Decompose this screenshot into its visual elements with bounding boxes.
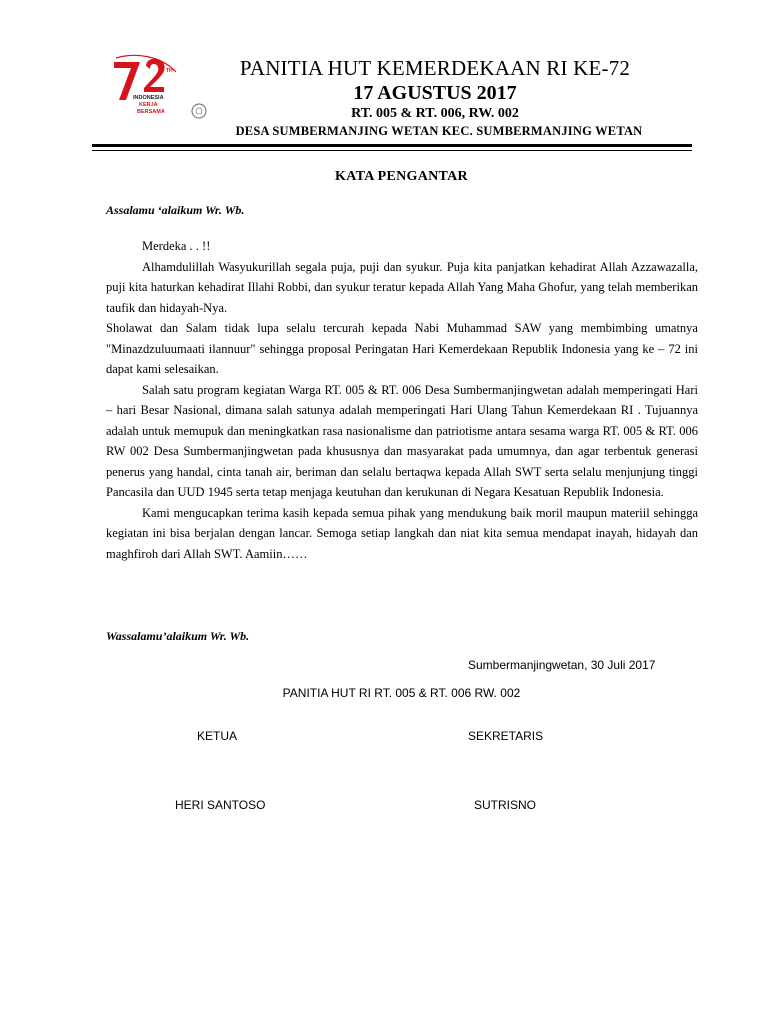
- paragraph-praise: Alhamdulillah Wasyukurillah segala puja, puji dan syukur. Puja kita panjatkan kehadirat Allah Azzawazalla, puji kita haturkan kehadirat Illahi Robbi, dan syukur teratur kepada Allah Yang Maha Ghofur, yang telah memberikan taufik dan hidayah-Nya.: [106, 259, 698, 315]
- svg-text:BERSAMA: BERSAMA: [137, 109, 165, 115]
- paragraph-thanks: Kami mengucapkan terima kasih kepada semua pihak yang mendukung baik moril maupun materiil sehingga kegiatan ini bisa berjalan dengan lancar. Semoga setiap langkah dan niat kita semua mendapat inayah, hidayah dan maghfiroh dari Allah SWT. Aamiin……: [106, 505, 698, 561]
- role-sekretaris: SEKRETARIS: [468, 729, 544, 743]
- hut-72-logo: [106, 54, 182, 120]
- paragraph-sholawat: Sholawat dan Salam tidak lupa selalu tercurah kepada Nabi Muhammad SAW yang membimbing umatnya "Minazdzuluumaati ilannuur" sehingga proposal Peringatan Hari Kemerdekaan Republik Indonesia yang ke – 72 ini dapat kami selesaikan.: [106, 321, 698, 376]
- name-ketua: HERI SANTOSO: [175, 798, 266, 812]
- header-committee-title: PANITIA HUT KEMERDEKAAN RI KE-72: [239, 56, 631, 80]
- role-ketua: KETUA: [197, 729, 238, 743]
- closing-greeting: Wassalamu’alaikum Wr. Wb.: [106, 629, 250, 643]
- header-village: DESA SUMBERMANJING WETAN KEC. SUMBERMANJING WETAN: [235, 124, 643, 138]
- paragraph-program: Salah satu program kegiatan Warga RT. 005 & RT. 006 Desa Sumbermanjingwetan adalah memperingati Hari – hari Besar Nasional, dimana salah satunya adalah memperingati Hari Ulang Tahun Kemerdekaan RI . Tujuannya adalah untuk memupuk dan meningkatkan rasa nasionalisme dan patriotisme antara sesama warga RT. 005 & RT. 006 RW 002 Desa Sumbermanjingwetan pada khususnya dan masyarakat pada umumnya, dan agar terbentuk generasi penerus yang handal, cinta tanah air, beriman dan selalu bertaqwa kepada Allah SWT serta selalu menjunjung tinggi Pancasila dan UUD 1945 serta tetap menjaga keutuhan dan kerukunan di Negara Kesatuan Republik Indonesia.: [106, 382, 698, 499]
- header-divider-thin: [92, 150, 692, 151]
- opening-greeting: Assalamu ‘alaikum Wr. Wb.: [106, 203, 245, 217]
- header-date: 17 AGUSTUS 2017: [353, 82, 517, 104]
- header-divider-thick: [92, 144, 692, 147]
- place-date: Sumbermanjingwetan, 30 Juli 2017: [468, 658, 656, 672]
- svg-text:TH: TH: [166, 68, 173, 74]
- svg-text:INDONESIA: INDONESIA: [133, 95, 164, 101]
- letter-title: KATA PENGANTAR: [335, 169, 468, 184]
- letter-body: [106, 236, 698, 564]
- committee-name: PANITIA HUT RI RT. 005 & RT. 006 RW. 002: [282, 686, 521, 700]
- svg-text:KERJA: KERJA: [139, 102, 158, 108]
- name-sekretaris: SUTRISNO: [474, 798, 537, 812]
- paragraph-merdeka: Merdeka . . !!: [142, 239, 211, 253]
- header-rt-rw: RT. 005 & RT. 006, RW. 002: [351, 106, 519, 121]
